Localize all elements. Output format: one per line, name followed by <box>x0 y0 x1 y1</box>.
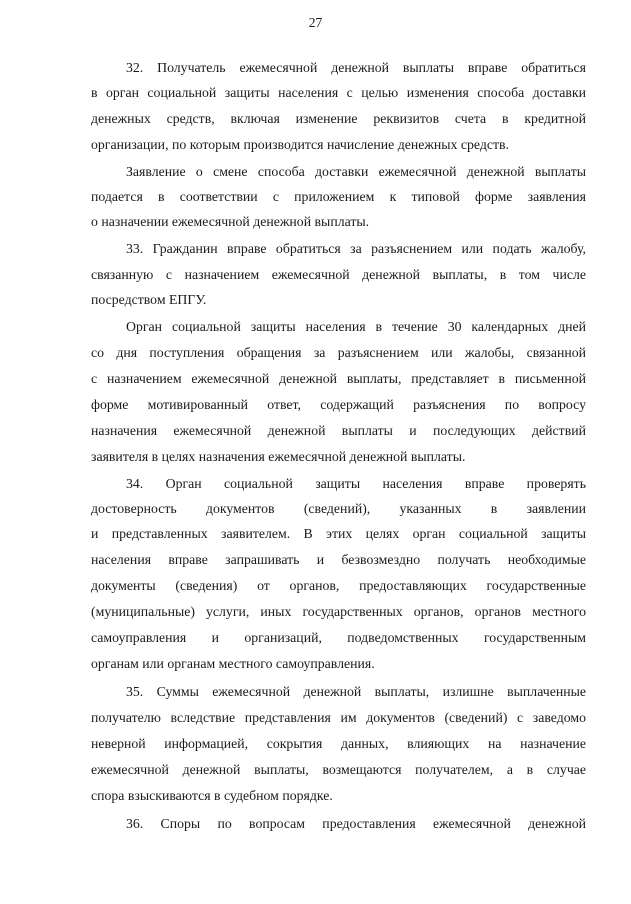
paragraph-line: органам или органам местного самоуправления. <box>91 656 375 671</box>
paragraph-line: достоверность документов (сведений), указанных в заявлении <box>91 501 586 516</box>
paragraph-line: ежемесячной денежной выплаты, возмещаются получателем, а в случае <box>91 762 586 777</box>
paragraph-line: 35. Суммы ежемесячной денежной выплаты, излишне выплаченные <box>126 684 586 699</box>
paragraph-line: о назначении ежемесячной денежной выплаты. <box>91 214 370 229</box>
paragraph-line: получателю вследствие представления им документов (сведений) с заведомо <box>91 710 586 725</box>
paragraph-line: со дня поступления обращения за разъяснением или жалобы, связанной <box>91 345 586 360</box>
paragraph-line: 34. Орган социальной защиты населения вправе проверять <box>126 476 586 491</box>
paragraph-line: 32. Получатель ежемесячной денежной выплаты вправе обратиться <box>126 60 586 75</box>
paragraph-line: самоуправления и организаций, подведомственных государственным <box>91 630 586 645</box>
page-number: 27 <box>308 15 323 30</box>
paragraph-line: и представленных заявителем. В этих целях орган социальной защиты <box>91 526 586 541</box>
paragraph-line: организации, по которым производится начисление денежных средств. <box>91 137 510 152</box>
paragraph-line: связанную с назначением ежемесячной денежной выплаты, в том числе <box>91 267 586 282</box>
paragraph-line: спора взыскиваются в судебном порядке. <box>91 788 333 803</box>
paragraph-line: в орган социальной защиты населения с целью изменения способа доставки <box>91 85 586 100</box>
paragraph-line: Орган социальной защиты населения в течение 30 календарных дней <box>126 319 586 334</box>
paragraph-line: 33. Гражданин вправе обратиться за разъяснением или подать жалобу, <box>126 241 586 256</box>
paragraph-line: форме мотивированный ответ, содержащий разъяснения по вопросу <box>91 397 586 412</box>
paragraph-line: денежных средств, включая изменение реквизитов счета в кредитной <box>91 111 586 126</box>
paragraph-line: документы (сведения) от органов, предоставляющих государственные <box>91 578 586 593</box>
paragraph-line: (муниципальные) услуги, иных государственных органов, органов местного <box>91 604 586 619</box>
paragraph-line: неверной информацией, сокрытия данных, влияющих на назначение <box>91 736 586 751</box>
paragraph-line: с назначением ежемесячной денежной выплаты, представляет в письменной <box>91 371 586 386</box>
paragraph-line: подается в соответствии с приложением к типовой форме заявления <box>91 189 586 204</box>
paragraph-line: Заявление о смене способа доставки ежемесячной денежной выплаты <box>126 164 586 179</box>
paragraph-line: назначения ежемесячной денежной выплаты и последующих действий <box>91 423 586 438</box>
paragraph-line: посредством ЕПГУ. <box>91 292 207 307</box>
paragraph-line: заявителя в целях назначения ежемесячной денежной выплаты. <box>91 449 466 464</box>
paragraph-line: 36. Споры по вопросам предоставления ежемесячной денежной <box>126 816 586 831</box>
paragraph-line: населения вправе запрашивать и безвозмездно получать необходимые <box>91 552 586 567</box>
